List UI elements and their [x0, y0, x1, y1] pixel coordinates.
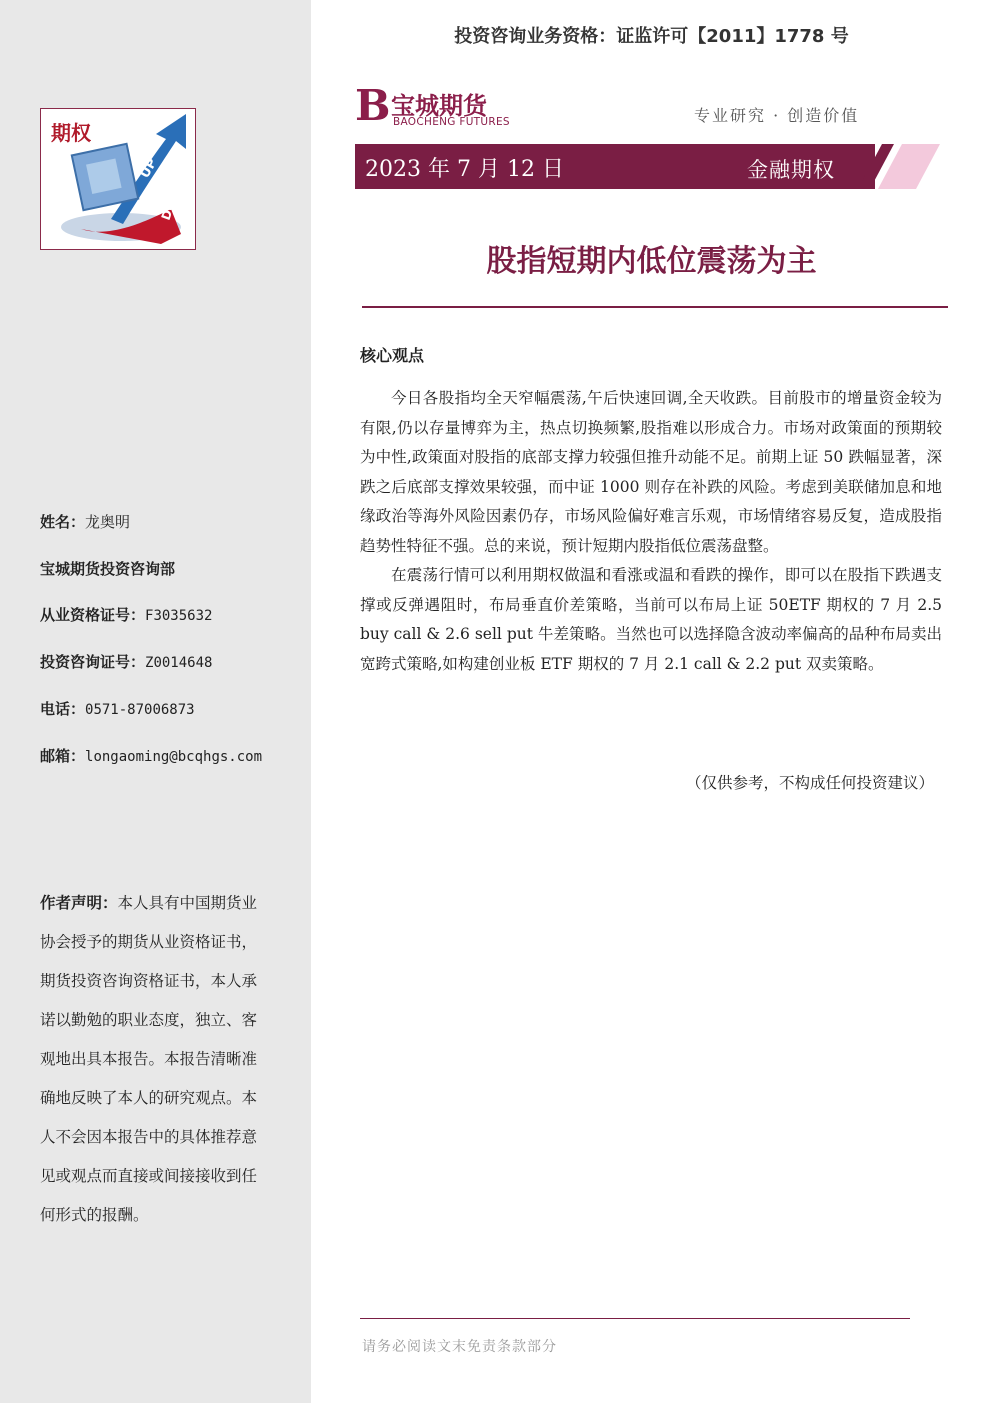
phone-number: 0571-87006873 — [85, 702, 195, 718]
qualification-row — [40, 604, 212, 625]
disclaimer-label: 作者声明： — [40, 894, 118, 912]
logo-b-mark: B — [355, 81, 391, 130]
department-row — [40, 558, 175, 579]
footer-notice: 请务必阅读文末免责条款部分 — [362, 1339, 557, 1355]
options-logo-image — [40, 108, 196, 250]
reference-note: （仅供参考，不构成任何投资建议） — [685, 774, 934, 792]
sidebar — [0, 0, 311, 1403]
author-name-label: 姓名： — [40, 513, 86, 531]
title-divider — [362, 306, 948, 308]
paragraph: 在震荡行情可以利用期权做温和看涨或温和看跌的操作，即可以在股指下跌遇支撑或反弹遇阻时，布局垂直价差策略，当前可以布局上证 50ETF 期权的 7 月 2.5 buy call & 2.6 sell put 牛差策略。当然也可以选择隐含波动率偏高的品种布局卖出宽跨式策略,如构建创业板 ETF 期权的 7 月 2.1 call & 2.2 put 双卖策略。 — [360, 566, 942, 673]
brand-name-en: BAOCHENG FUTURES — [393, 116, 510, 128]
section-heading: 核心观点 — [360, 346, 425, 365]
phone-label: 电话： — [40, 700, 86, 718]
report-category: 金融期权 — [747, 158, 835, 182]
consult-row — [40, 651, 212, 672]
department: 宝城期货投资咨询部 — [40, 560, 176, 578]
author-name-row — [40, 511, 130, 532]
author-disclaimer — [40, 884, 272, 1235]
consult-label: 投资咨询证号： — [40, 653, 146, 671]
phone-row — [40, 698, 195, 719]
logo-arrow-up-text: UP — [137, 156, 161, 181]
report-title: 股指短期内低位震荡为主 — [486, 244, 817, 279]
paragraph: 今日各股指均全天窄幅震荡,午后快速回调,全天收跌。目前股市的增量资金较为有限,仍以存量博弈为主，热点切换频繁,股指难以形成合力。市场对政策面的预期较为中性,政策面对股指的底部支撑力较强但推升动能不足。前期上证 50 跌幅显著，深跌之后底部支撑效果较强，而中证 1000 则存在补跌的风险。考虑到美联储加息和地缘政治等海外风险因素仍存，市场风险偏好难言乐观，市场情绪容易反复，造成股指趋势性特征不强。总的来说，预计短期内股指低位震荡盘整。 — [360, 389, 942, 555]
email-row — [40, 745, 262, 766]
email-label: 邮箱： — [40, 747, 86, 765]
brand-name-cn: 宝城期货 — [391, 91, 487, 120]
logo-arrow-down-text: DO — [158, 198, 179, 223]
logo-label: 期权 — [51, 121, 91, 145]
author-name: 龙奥明 — [85, 513, 131, 531]
email-address[interactable]: longaoming@bcqhgs.com — [85, 749, 263, 765]
qualification-label: 从业资格证号： — [40, 606, 146, 624]
license-header: 投资咨询业务资格：证监许可【2011】1778 号 — [454, 26, 849, 47]
company-logo — [355, 81, 535, 134]
up-down-arrow-icon — [41, 109, 195, 249]
footer-divider — [360, 1318, 910, 1319]
company-slogan: 专业研究 · 创造价值 — [694, 106, 860, 125]
report-date: 2023 年 7 月 12 日 — [365, 157, 564, 182]
consult-number: Z0014648 — [145, 655, 213, 671]
banner-stripes-decoration — [840, 144, 950, 189]
article-body — [360, 384, 942, 679]
disclaimer-text: 本人具有中国期货业协会授予的期货从业资格证书，期货投资咨询资格证书，本人承诺以勤勉的职业态度，独立、客观地出具本报告。本报告清晰准确地反映了本人的研究观点。本人不会因本报告中的具体推荐意见或观点而直接或间接接收到任何形式的报酬。 — [40, 894, 258, 1224]
qualification-number: F3035632 — [145, 608, 213, 624]
date-banner — [355, 144, 875, 189]
